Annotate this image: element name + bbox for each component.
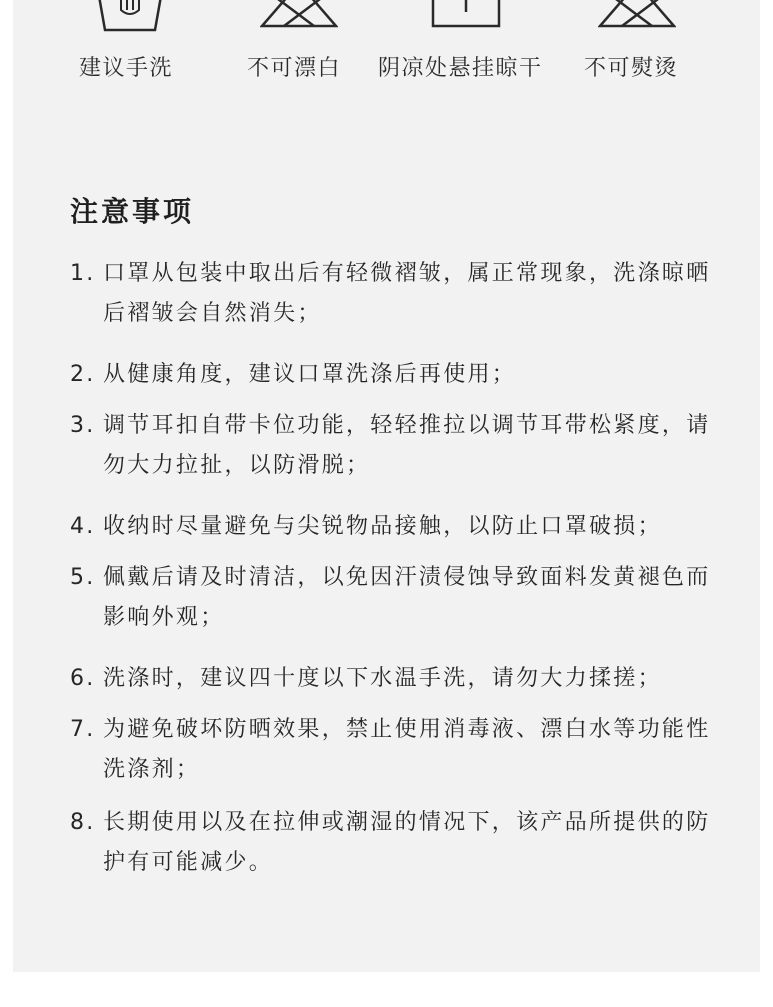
note-item	[70, 558, 730, 638]
note-item	[70, 659, 730, 699]
note-text: 从健康角度，建议口罩洗涤后再使用；	[103, 362, 517, 387]
note-item	[70, 355, 730, 395]
note-number: 7.	[70, 717, 96, 742]
note-number: 1.	[70, 261, 96, 286]
note-number: 8.	[70, 810, 96, 835]
note-item	[70, 803, 730, 883]
note-number: 3.	[70, 413, 96, 438]
note-item	[70, 507, 730, 547]
note-text: 洗涤时，建议四十度以下水温手洗，请勿大力揉搓；	[103, 666, 662, 691]
note-text: 调节耳扣自带卡位功能，轻轻推拉以调节耳带松紧度，请勿大力拉扯，以防滑脱；	[103, 413, 711, 478]
no-iron-icon	[598, 0, 676, 30]
care-label-hand-wash: 建议手洗	[79, 56, 174, 81]
care-label-no-bleach: 不可漂白	[247, 56, 342, 81]
hand-wash-icon	[97, 0, 167, 36]
note-text: 长期使用以及在拉伸或潮湿的情况下，该产品所提供的防护有可能减少。	[103, 810, 711, 875]
care-label-line-dry: 阴凉处悬挂晾干	[378, 56, 543, 81]
note-text: 收纳时尽量避免与尖锐物品接触，以防止口罩破损；	[103, 514, 662, 539]
notes-title: 注意事项	[70, 195, 195, 228]
note-number: 4.	[70, 514, 96, 539]
care-label-no-iron: 不可熨烫	[584, 56, 679, 81]
note-text: 口罩从包装中取出后有轻微褶皱，属正常现象，洗涤晾晒后褶皱会自然消失；	[103, 261, 711, 326]
note-number: 6.	[70, 666, 96, 691]
no-bleach-icon	[260, 0, 338, 30]
note-number: 2.	[70, 362, 96, 387]
note-item	[70, 406, 730, 486]
note-item	[70, 710, 730, 790]
note-text: 佩戴后请及时清洁，以免因汗渍侵蚀导致面料发黄褪色而影响外观；	[103, 565, 711, 630]
line-dry-shade-icon	[431, 0, 503, 30]
note-item	[70, 254, 730, 334]
note-number: 5.	[70, 565, 96, 590]
note-text: 为避免破坏防晒效果，禁止使用消毒液、漂白水等功能性洗涤剂；	[103, 717, 711, 782]
